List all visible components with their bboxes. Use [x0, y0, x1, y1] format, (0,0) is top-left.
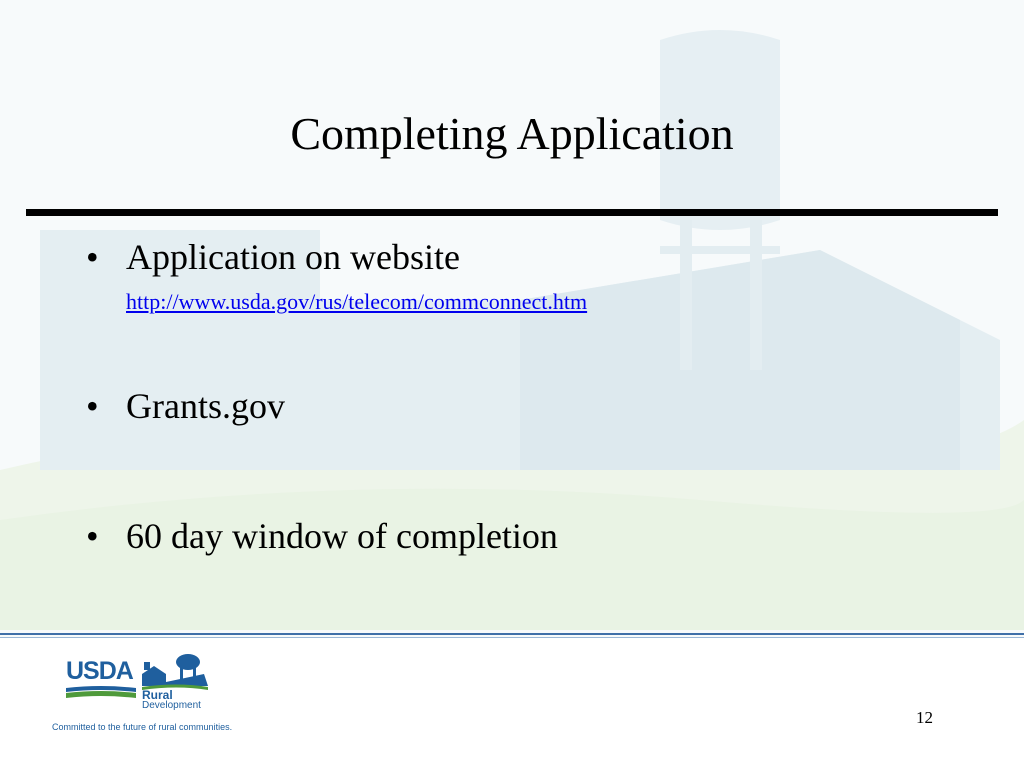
usda-swoosh-icon: [66, 684, 136, 700]
bullet-icon: •: [86, 386, 99, 426]
title-divider: [26, 209, 998, 216]
rural-development-label: Rural: [142, 688, 173, 702]
bullet-text: Application on website: [126, 237, 460, 277]
bullet-icon: •: [86, 516, 99, 556]
usda-logo-text: USDA: [66, 657, 133, 685]
page-number: 12: [916, 708, 933, 727]
bullet-text: 60 day window of completion: [126, 516, 558, 556]
slide-title: Completing Application: [290, 108, 734, 159]
bullet-icon: •: [86, 237, 99, 277]
rural-development-label-2: Development: [142, 700, 201, 711]
footer-divider: [0, 633, 1024, 635]
bullet-text: Grants.gov: [126, 386, 285, 426]
commconnect-link[interactable]: http://www.usda.gov/rus/telecom/commconnect.htm: [126, 289, 588, 314]
usda-logo-icon: [66, 658, 136, 702]
tagline: Committed to the future of rural communities.: [52, 722, 233, 732]
